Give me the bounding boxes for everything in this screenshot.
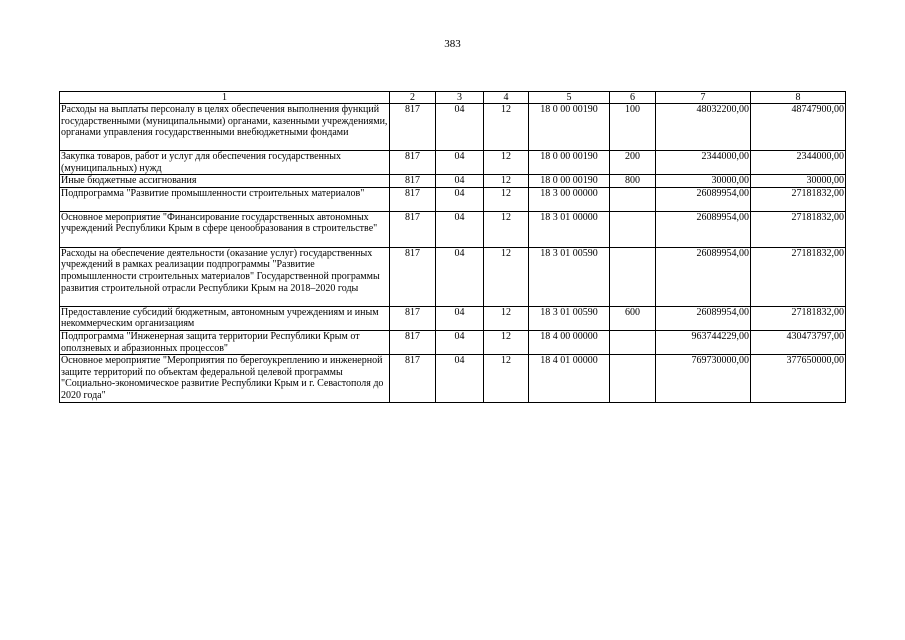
cell-7: 30000,00	[656, 175, 751, 188]
cell-7: 2344000,00	[656, 151, 751, 175]
table-header-row	[60, 92, 846, 104]
cell-3: 04	[436, 175, 484, 188]
cell-5: 18 3 01 00000	[529, 211, 610, 247]
cell-2: 817	[390, 247, 436, 306]
row-name: Расходы на выплаты персоналу в целях обеспечения выполнения функций государственными (муниципальными) органами, казенными учреждениями, органами управления государственными внебюджетными фондами	[60, 104, 390, 151]
cell-6: 600	[610, 306, 656, 330]
cell-2: 817	[390, 187, 436, 211]
cell-5: 18 3 01 00590	[529, 306, 610, 330]
cell-4: 12	[484, 355, 529, 403]
cell-6: 800	[610, 175, 656, 188]
column-header: 2	[390, 92, 436, 104]
cell-8: 430473797,00	[751, 330, 846, 354]
cell-7: 26089954,00	[656, 211, 751, 247]
cell-4: 12	[484, 306, 529, 330]
cell-5: 18 4 01 00000	[529, 355, 610, 403]
column-header: 7	[656, 92, 751, 104]
cell-4: 12	[484, 211, 529, 247]
cell-5: 18 0 00 00190	[529, 151, 610, 175]
cell-2: 817	[390, 330, 436, 354]
cell-5: 18 4 00 00000	[529, 330, 610, 354]
cell-8: 30000,00	[751, 175, 846, 188]
row-name: Закупка товаров, работ и услуг для обеспечения государственных (муниципальных) нужд	[60, 151, 390, 175]
cell-2: 817	[390, 211, 436, 247]
column-header: 4	[484, 92, 529, 104]
cell-2: 817	[390, 151, 436, 175]
column-header: 1	[60, 92, 390, 104]
table-row	[60, 211, 846, 247]
cell-3: 04	[436, 330, 484, 354]
cell-4: 12	[484, 175, 529, 188]
cell-8: 27181832,00	[751, 306, 846, 330]
column-header: 6	[610, 92, 656, 104]
cell-6	[610, 211, 656, 247]
cell-5: 18 3 00 00000	[529, 187, 610, 211]
cell-6	[610, 187, 656, 211]
table-row	[60, 355, 846, 403]
table-row	[60, 104, 846, 151]
cell-6	[610, 330, 656, 354]
column-header: 8	[751, 92, 846, 104]
cell-2: 817	[390, 306, 436, 330]
cell-7: 769730000,00	[656, 355, 751, 403]
row-name: Иные бюджетные ассигнования	[60, 175, 390, 188]
cell-3: 04	[436, 247, 484, 306]
row-name: Расходы на обеспечение деятельности (оказание услуг) государственных учреждений в рамках реализации подпрограммы "Развитие промышленности строительных материалов" Государственной программы развития строительной отрасли Республики Крым на 2018–2020 годы	[60, 247, 390, 306]
cell-8: 27181832,00	[751, 187, 846, 211]
cell-6	[610, 247, 656, 306]
cell-6: 100	[610, 104, 656, 151]
cell-5: 18 3 01 00590	[529, 247, 610, 306]
cell-4: 12	[484, 187, 529, 211]
column-header: 3	[436, 92, 484, 104]
cell-4: 12	[484, 330, 529, 354]
row-name: Предоставление субсидий бюджетным, автономным учреждениям и иным некоммерческим организациям	[60, 306, 390, 330]
cell-8: 27181832,00	[751, 247, 846, 306]
table-row	[60, 330, 846, 354]
cell-2: 817	[390, 355, 436, 403]
cell-3: 04	[436, 355, 484, 403]
table-row	[60, 151, 846, 175]
cell-3: 04	[436, 306, 484, 330]
cell-8: 48747900,00	[751, 104, 846, 151]
row-name: Подпрограмма "Инженерная защита территории Республики Крым от оползневых и абразионных процессов"	[60, 330, 390, 354]
cell-3: 04	[436, 187, 484, 211]
row-name: Подпрограмма "Развитие промышленности строительных материалов"	[60, 187, 390, 211]
table-row	[60, 175, 846, 188]
cell-2: 817	[390, 175, 436, 188]
cell-8: 377650000,00	[751, 355, 846, 403]
row-name: Основное мероприятие "Мероприятия по берегоукреплению и инженерной защите территорий по объектам федеральной целевой программы "Социально-экономическое развитие Республики Крым и г. Севастополя до 2020 года"	[60, 355, 390, 403]
cell-4: 12	[484, 247, 529, 306]
cell-4: 12	[484, 104, 529, 151]
cell-6	[610, 355, 656, 403]
table-row	[60, 247, 846, 306]
cell-2: 817	[390, 104, 436, 151]
cell-8: 27181832,00	[751, 211, 846, 247]
page-number: 383	[444, 38, 461, 50]
cell-3: 04	[436, 151, 484, 175]
column-header: 5	[529, 92, 610, 104]
cell-3: 04	[436, 211, 484, 247]
row-name: Основное мероприятие "Финансирование государственных автономных учреждений Республики Крым в сфере ценообразования в строительстве"	[60, 211, 390, 247]
cell-8: 2344000,00	[751, 151, 846, 175]
cell-5: 18 0 00 00190	[529, 175, 610, 188]
cell-7: 48032200,00	[656, 104, 751, 151]
cell-7: 26089954,00	[656, 306, 751, 330]
cell-7: 963744229,00	[656, 330, 751, 354]
table-row	[60, 187, 846, 211]
cell-7: 26089954,00	[656, 247, 751, 306]
budget-table	[59, 91, 846, 403]
cell-3: 04	[436, 104, 484, 151]
cell-4: 12	[484, 151, 529, 175]
table-row	[60, 306, 846, 330]
cell-6: 200	[610, 151, 656, 175]
cell-7: 26089954,00	[656, 187, 751, 211]
cell-5: 18 0 00 00190	[529, 104, 610, 151]
